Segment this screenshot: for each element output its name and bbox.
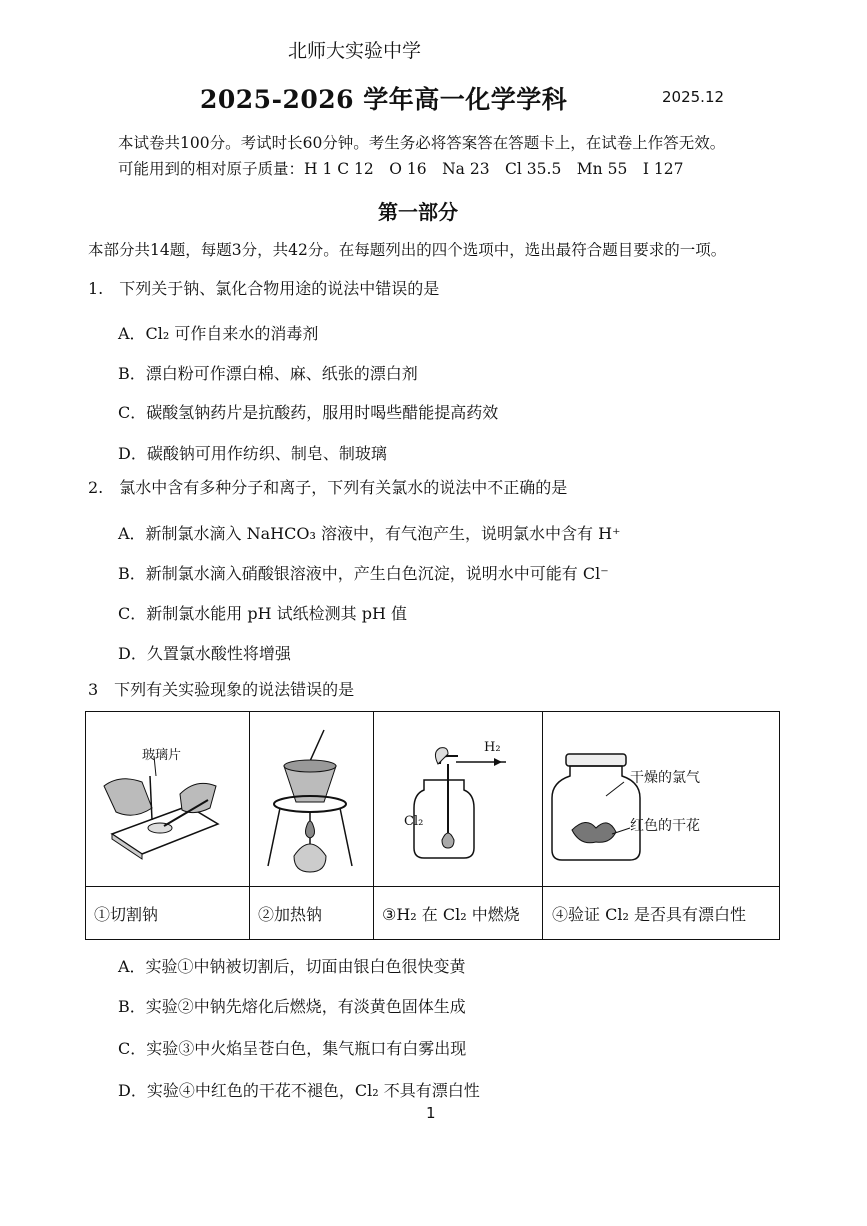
exam-date: 2025.12	[662, 88, 725, 106]
label-dry-chlorine: 干燥的氯气	[630, 770, 700, 786]
question-2-option-d: D．久置氯水酸性将增强	[118, 644, 291, 663]
question-2-option-b: B．新制氯水滴入硝酸银溶液中，产生白色沉淀，说明水中可能有 Cl⁻	[118, 564, 609, 583]
question-1-option-d: D．碳酸钠可用作纺织、制皂、制玻璃	[118, 444, 387, 463]
caption-1: ①切割钠	[94, 905, 159, 924]
caption-3: ③H₂ 在 Cl₂ 中燃烧	[382, 905, 520, 924]
figure-cutting-sodium	[90, 716, 246, 882]
question-2-option-a: A．新制氯水滴入 NaHCO₃ 溶液中，有气泡产生，说明氯水中含有 H⁺	[118, 524, 621, 543]
part-instruction: 本部分共14题，每题3分，共42分。在每题列出的四个选项中，选出最符合题目要求的一项。	[88, 241, 727, 259]
question-3-option-c: C．实验③中火焰呈苍白色，集气瓶口有白雾出现	[118, 1039, 467, 1058]
school-name: 北师大实验中学	[288, 40, 422, 62]
question-2-stem: 2. 氯水中含有多种分子和离子，下列有关氯水的说法中不正确的是	[88, 478, 568, 497]
figure-bleaching-test	[546, 716, 776, 882]
exam-title: 2025-2026 学年高一化学学科	[200, 85, 568, 114]
atomic-mass-note: 可能用到的相对原子质量：H 1 C 12 O 16 Na 23 Cl 35.5 Mn 55 I 127	[118, 160, 684, 178]
question-3-option-a: A．实验①中钠被切割后，切面由银白色很快变黄	[118, 957, 466, 976]
question-3-option-b: B．实验②中钠先熔化后燃烧，有淡黄色固体生成	[118, 997, 466, 1016]
question-1-option-a: A．Cl₂ 可作自来水的消毒剂	[118, 324, 319, 343]
label-red-dry-flower: 红色的干花	[630, 818, 700, 834]
page-number: 1	[426, 1104, 436, 1122]
label-glass-slide: 玻璃片	[142, 748, 182, 763]
question-1-option-c: C．碳酸氢钠药片是抗酸药，服用时喝些醋能提高药效	[118, 403, 499, 422]
question-3-stem: 3 下列有关实验现象的说法错误的是	[88, 680, 355, 699]
figure-h2-burning	[378, 716, 538, 882]
part-title: 第一部分	[378, 200, 458, 224]
question-1-option-b: B．漂白粉可作漂白棉、麻、纸张的漂白剂	[118, 364, 418, 383]
label-cl2: Cl₂	[404, 814, 424, 829]
exam-note: 本试卷共100分。考试时长60分钟。考生务必将答案答在答题卡上，在试卷上作答无效。	[118, 134, 726, 152]
caption-4: ④验证 Cl₂ 是否具有漂白性	[552, 905, 746, 924]
caption-2: ②加热钠	[258, 905, 323, 924]
figure-heating-sodium	[254, 716, 370, 882]
question-3-option-d: D．实验④中红色的干花不褪色，Cl₂ 不具有漂白性	[118, 1081, 480, 1100]
experiment-figure-table	[85, 711, 780, 940]
question-2-option-c: C．新制氯水能用 pH 试纸检测其 pH 值	[118, 604, 407, 623]
label-h2: H₂	[484, 740, 501, 755]
question-1-stem: 1. 下列关于钠、氯化合物用途的说法中错误的是	[88, 279, 440, 298]
